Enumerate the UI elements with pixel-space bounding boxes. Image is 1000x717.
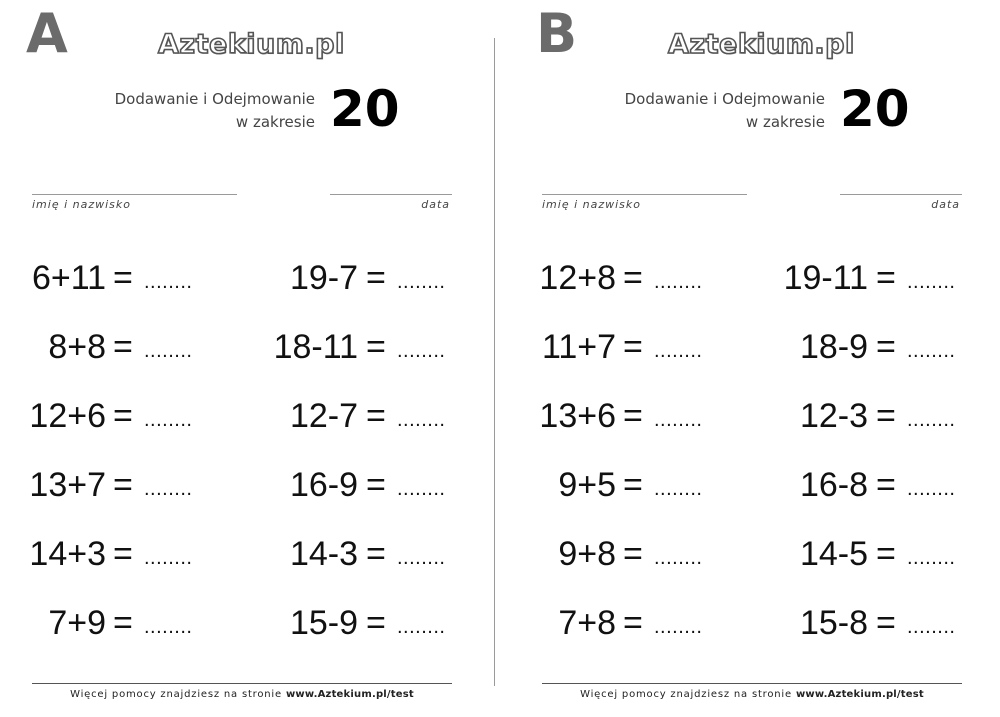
equation-expression: 12-3 [799, 397, 868, 435]
equation-expression: 15-9 [289, 604, 358, 642]
title-line-1: Dodawanie i Odejmowanie [114, 90, 315, 108]
name-label: imię i nazwisko [542, 198, 642, 211]
answer-blank[interactable]: ........ [144, 340, 193, 362]
equals-sign: = [113, 259, 133, 297]
answer-blank[interactable]: ........ [397, 409, 446, 431]
answer-blank[interactable]: ........ [397, 616, 446, 638]
answer-blank[interactable]: ........ [397, 547, 446, 569]
worksheet-b [510, 0, 1000, 717]
answer-blank[interactable]: ........ [907, 340, 956, 362]
equation-expression: 7+8 [558, 604, 616, 642]
equation-expression: 11+7 [541, 328, 616, 366]
answer-blank[interactable]: ........ [144, 271, 193, 293]
answer-blank[interactable]: ........ [654, 409, 703, 431]
equation-expression: 16-9 [289, 466, 358, 504]
worksheet-title [60, 88, 315, 134]
answer-blank[interactable]: ........ [144, 547, 193, 569]
equals-sign: = [876, 466, 896, 504]
equation-expression: 15-8 [799, 604, 868, 642]
answer-blank[interactable]: ........ [654, 616, 703, 638]
equation-row [0, 532, 490, 576]
answer-blank[interactable]: ........ [144, 409, 193, 431]
equation-expression: 16-8 [799, 466, 868, 504]
equals-sign: = [113, 535, 133, 573]
equals-sign: = [113, 466, 133, 504]
equals-sign: = [113, 328, 133, 366]
equation-expression: 7+9 [48, 604, 106, 642]
equals-sign: = [876, 604, 896, 642]
aztekium-logo: Aztekium.pl [668, 29, 855, 60]
date-label: data [931, 198, 960, 211]
equation-row [510, 532, 1000, 576]
footer-rule [542, 683, 962, 684]
equation-row [0, 601, 490, 645]
answer-blank[interactable]: ........ [397, 271, 446, 293]
variant-letter: B [536, 2, 578, 65]
equals-sign: = [876, 397, 896, 435]
footer-text: Więcej pomocy znajdziesz na stronie [70, 689, 282, 700]
equation-expression: 9+8 [558, 535, 616, 573]
worksheet-title [570, 88, 825, 134]
aztekium-logo: Aztekium.pl [158, 29, 345, 60]
answer-blank[interactable]: ........ [397, 478, 446, 500]
footer-link[interactable]: www.Aztekium.pl/test [795, 689, 924, 700]
equation-row [510, 463, 1000, 507]
equation-expression: 9+5 [558, 466, 616, 504]
equals-sign: = [876, 259, 896, 297]
answer-blank[interactable]: ........ [907, 409, 956, 431]
equals-sign: = [113, 604, 133, 642]
equals-sign: = [876, 535, 896, 573]
equation-row [0, 394, 490, 438]
equation-expression: 13+7 [29, 466, 106, 504]
name-label: imię i nazwisko [32, 198, 132, 211]
title-line-2: w zakresie [235, 113, 315, 131]
equation-expression: 6+11 [31, 259, 106, 297]
footer-link[interactable]: www.Aztekium.pl/test [285, 689, 414, 700]
equals-sign: = [366, 466, 386, 504]
footer [542, 689, 962, 700]
equals-sign: = [366, 259, 386, 297]
range-number: 20 [840, 80, 910, 138]
equation-row [0, 325, 490, 369]
equation-expression: 13+6 [539, 397, 616, 435]
equals-sign: = [113, 397, 133, 435]
answer-blank[interactable]: ........ [144, 616, 193, 638]
sheet-divider [494, 38, 495, 686]
equation-expression: 18-11 [273, 328, 358, 366]
equation-expression: 12-7 [289, 397, 358, 435]
equals-sign: = [623, 604, 643, 642]
answer-blank[interactable]: ........ [907, 271, 956, 293]
equation-row [510, 256, 1000, 300]
answer-blank[interactable]: ........ [907, 616, 956, 638]
equation-expression: 12+6 [29, 397, 106, 435]
equation-expression: 8+8 [48, 328, 106, 366]
equals-sign: = [623, 397, 643, 435]
equation-row [510, 601, 1000, 645]
equation-row [0, 463, 490, 507]
equation-expression: 19-11 [783, 259, 868, 297]
equation-expression: 14-3 [289, 535, 358, 573]
equals-sign: = [623, 466, 643, 504]
answer-blank[interactable]: ........ [397, 340, 446, 362]
equals-sign: = [623, 259, 643, 297]
name-underline [32, 194, 237, 195]
equation-expression: 18-9 [799, 328, 868, 366]
range-number: 20 [330, 80, 400, 138]
equation-row [510, 325, 1000, 369]
answer-blank[interactable]: ........ [654, 478, 703, 500]
variant-letter: A [26, 2, 68, 65]
equation-expression: 14+3 [29, 535, 106, 573]
equals-sign: = [876, 328, 896, 366]
equation-row [510, 394, 1000, 438]
worksheet-a [0, 0, 490, 717]
footer-text: Więcej pomocy znajdziesz na stronie [580, 689, 792, 700]
equals-sign: = [366, 535, 386, 573]
name-underline [542, 194, 747, 195]
date-label: data [421, 198, 450, 211]
equals-sign: = [366, 397, 386, 435]
answer-blank[interactable]: ........ [907, 547, 956, 569]
equals-sign: = [623, 535, 643, 573]
date-underline [840, 194, 962, 195]
equals-sign: = [366, 604, 386, 642]
answer-blank[interactable]: ........ [654, 271, 703, 293]
answer-blank[interactable]: ........ [907, 478, 956, 500]
title-line-2: w zakresie [745, 113, 825, 131]
equation-expression: 19-7 [289, 259, 358, 297]
equation-expression: 12+8 [539, 259, 616, 297]
date-underline [330, 194, 452, 195]
footer [32, 689, 452, 700]
answer-blank[interactable]: ........ [654, 340, 703, 362]
footer-rule [32, 683, 452, 684]
equation-row [0, 256, 490, 300]
equals-sign: = [623, 328, 643, 366]
equals-sign: = [366, 328, 386, 366]
title-line-1: Dodawanie i Odejmowanie [624, 90, 825, 108]
answer-blank[interactable]: ........ [654, 547, 703, 569]
equation-expression: 14-5 [799, 535, 868, 573]
answer-blank[interactable]: ........ [144, 478, 193, 500]
